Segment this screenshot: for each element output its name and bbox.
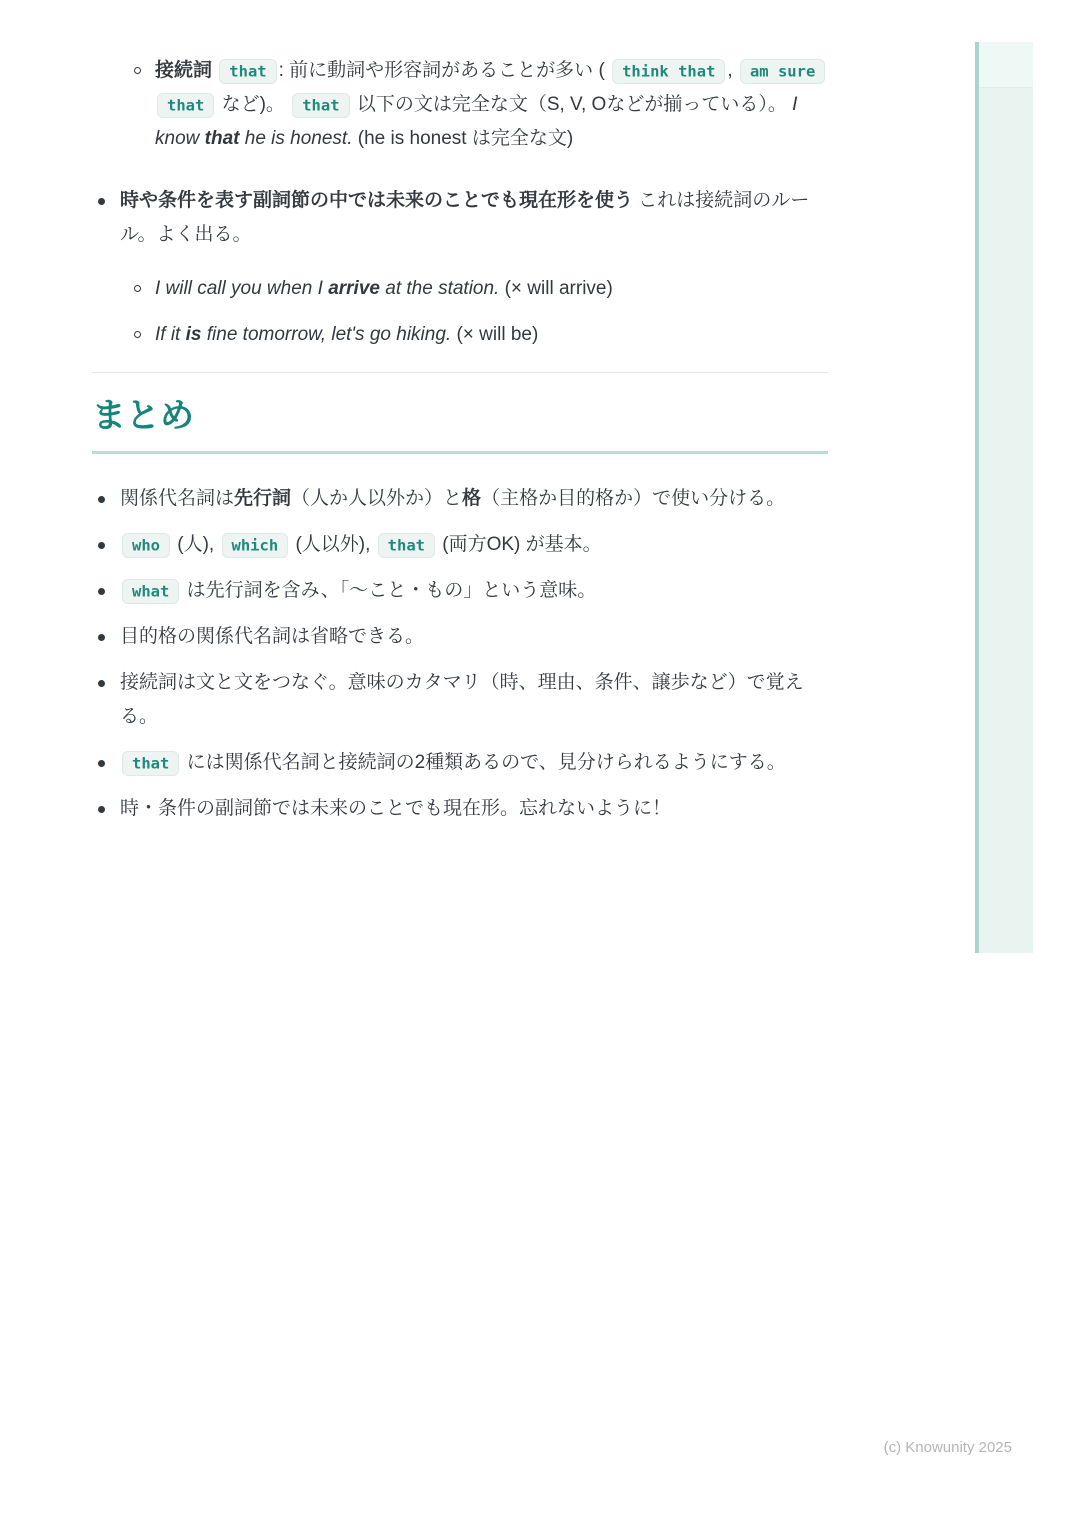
summary-item-text xyxy=(120,528,828,562)
summary-item-text xyxy=(120,792,828,826)
summary-item xyxy=(92,666,828,734)
text-segment: If it xyxy=(155,324,186,345)
code-chip: who xyxy=(122,533,170,558)
bullet-disc-marker xyxy=(98,482,120,503)
bullet-circle-marker xyxy=(134,272,155,292)
text-segment: that xyxy=(204,128,240,149)
bullet-disc-marker xyxy=(98,184,120,205)
summary-item-text xyxy=(120,746,828,780)
text-segment: (he is honest は完全な文) xyxy=(352,128,574,149)
text-segment: 関係代名詞は xyxy=(120,488,235,509)
text-segment: (人以外), xyxy=(290,534,376,555)
text-segment: は先行詞を含み、「〜こと・もの」という意味。 xyxy=(181,580,597,601)
text-segment: (両方OK) が基本。 xyxy=(437,534,602,555)
side-accent-panel-top xyxy=(979,42,1033,88)
text-segment: 先行詞 xyxy=(234,488,292,509)
text-segment: (× will be) xyxy=(451,324,539,345)
bullet-disc-marker xyxy=(98,528,120,549)
summary-item-text xyxy=(120,482,828,516)
summary-item xyxy=(92,528,828,562)
summary-item xyxy=(92,746,828,780)
text-segment: 時・条件の副詞節では未来のことでも現在形。忘れないように！ xyxy=(120,798,672,819)
text-segment: 目的格の関係代名詞は省略できる。 xyxy=(120,626,425,647)
code-chip: which xyxy=(222,533,289,558)
text-segment: など)。 xyxy=(216,94,291,115)
section-divider xyxy=(92,372,828,373)
future-rule-item xyxy=(92,184,828,252)
summary-item-text xyxy=(120,574,828,608)
text-segment: (× will arrive) xyxy=(499,278,613,299)
text-segment: これは接続詞のルール。よく出る。 xyxy=(120,190,810,245)
code-chip: think that xyxy=(612,59,725,84)
summary-item xyxy=(92,620,828,654)
summary-item-text xyxy=(120,620,828,654)
text-segment: には関係代名詞と接続詞の2種類あるので、見分けられるようにする。 xyxy=(181,752,786,773)
code-chip: what xyxy=(122,579,179,604)
text-segment: is xyxy=(185,324,202,345)
text-segment: , xyxy=(727,60,738,81)
example-item xyxy=(92,318,828,352)
text-segment: （主格か目的格か）で使い分ける。 xyxy=(481,488,786,509)
future-rule-text xyxy=(120,184,828,252)
bullet-disc-marker xyxy=(98,666,120,687)
summary-item xyxy=(92,574,828,608)
bullet-disc-marker xyxy=(98,792,120,813)
code-chip: that xyxy=(292,93,349,118)
code-chip: am sure that xyxy=(157,59,825,118)
bullet-disc-marker xyxy=(98,746,120,767)
footer-copyright: (c) Knowunity 2025 xyxy=(883,1439,1012,1456)
text-segment xyxy=(212,60,217,81)
text-segment: I know xyxy=(155,94,798,149)
text-segment: : 前に動詞や形容詞があることが多い ( xyxy=(278,60,611,81)
text-segment: 接続詞 xyxy=(155,60,213,81)
conjunction-note-item xyxy=(92,54,828,156)
text-segment: at the station. xyxy=(379,278,500,299)
text-segment: 時や条件を表す副詞節の中では未来のことでも現在形を使う xyxy=(120,190,634,211)
text-segment: he is honest. xyxy=(239,128,353,149)
text-segment: arrive xyxy=(328,278,380,299)
code-chip: that xyxy=(378,533,435,558)
text-segment: (人), xyxy=(172,534,220,555)
text-segment: I will call you when I xyxy=(155,278,329,299)
side-accent-panel xyxy=(975,42,1033,953)
summary-heading: まとめ xyxy=(92,395,828,454)
text-segment: 接続詞は文と文をつなぐ。意味のカタマリ（時、理由、条件、譲歩など）で覚える。 xyxy=(120,672,804,727)
text-segment: 格 xyxy=(462,488,482,509)
code-chip: that xyxy=(219,59,276,84)
bullet-disc-marker xyxy=(98,620,120,641)
bullet-circle-marker xyxy=(134,54,155,74)
conjunction-note-text xyxy=(155,54,828,156)
summary-item xyxy=(92,792,828,826)
content-area xyxy=(92,0,828,838)
summary-item xyxy=(92,482,828,516)
bullet-circle-marker xyxy=(134,318,155,338)
summary-item-text xyxy=(120,666,828,734)
code-chip: that xyxy=(122,751,179,776)
example-sentence xyxy=(155,272,828,306)
summary-list xyxy=(92,482,828,826)
text-segment: 以下の文は完全な文（S, V, Oなどが揃っている）。 xyxy=(351,94,793,115)
bullet-disc-marker xyxy=(98,574,120,595)
text-segment: （人か人以外か）と xyxy=(291,488,463,509)
example-item xyxy=(92,272,828,306)
example-sentence xyxy=(155,318,828,352)
text-segment: fine tomorrow, let's go hiking. xyxy=(201,324,452,345)
